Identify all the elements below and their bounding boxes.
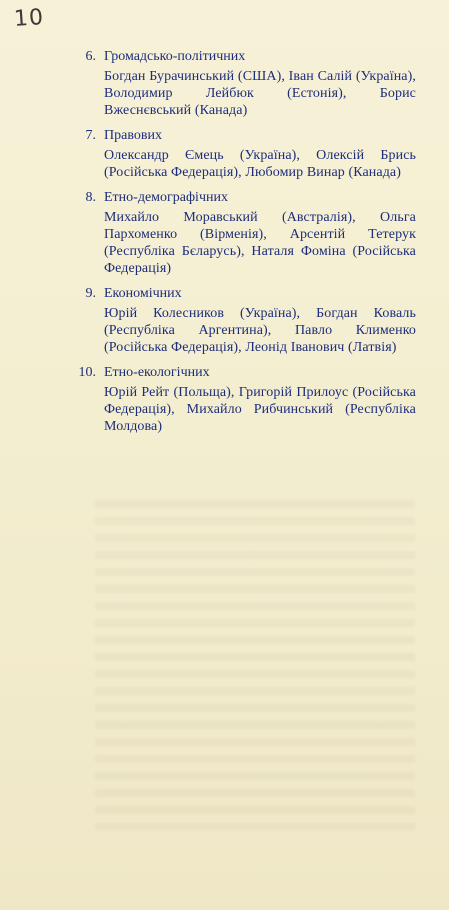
page-number-handwritten: 10 bbox=[13, 4, 45, 33]
section-names: Юрій Колесников (Україна), Богдан Коваль (Республіка Аргентина), Павло Клименко (Російська Федерація), Леонід Іванович (Латвія) bbox=[104, 306, 416, 355]
section-number: 7. bbox=[85, 128, 96, 143]
section-number: 10. bbox=[78, 365, 96, 380]
section-names: Михайло Моравський (Австралія), Ольга Пархоменко (Вірменія), Арсентій Тетерук (Республіка Бєларусь), Наталя Фоміна (Російська Федерація) bbox=[104, 210, 416, 276]
section-heading: Правових bbox=[104, 128, 162, 143]
bleed-through-text bbox=[95, 500, 415, 830]
section-number: 6. bbox=[85, 49, 96, 64]
sections-list bbox=[0, 48, 449, 443]
section-names: Богдан Бурачинський (США), Іван Салій (Україна), Володимир Лейбюк (Естонія), Борис Вжеснєвський (Канада) bbox=[104, 69, 416, 118]
section-item bbox=[0, 189, 449, 277]
section-item bbox=[0, 285, 449, 356]
section-names: Юрій Рейт (Польща), Григорій Прилоус (Російська Федерація), Михайло Рибчинський (Республіка Молдова) bbox=[104, 385, 416, 434]
section-item bbox=[0, 48, 449, 119]
section-heading: Етно-демографічних bbox=[104, 190, 228, 205]
section-heading: Громадсько-політичних bbox=[104, 49, 246, 64]
section-number: 8. bbox=[85, 190, 96, 205]
section-heading: Етно-екологічних bbox=[104, 365, 210, 380]
section-heading: Економічних bbox=[104, 286, 182, 301]
section-names: Олександр Ємець (Україна), Олексій Брись (Російська Федерація), Любомир Винар (Канада) bbox=[104, 148, 416, 180]
section-number: 9. bbox=[85, 286, 96, 301]
section-item bbox=[0, 127, 449, 181]
section-item bbox=[0, 364, 449, 435]
